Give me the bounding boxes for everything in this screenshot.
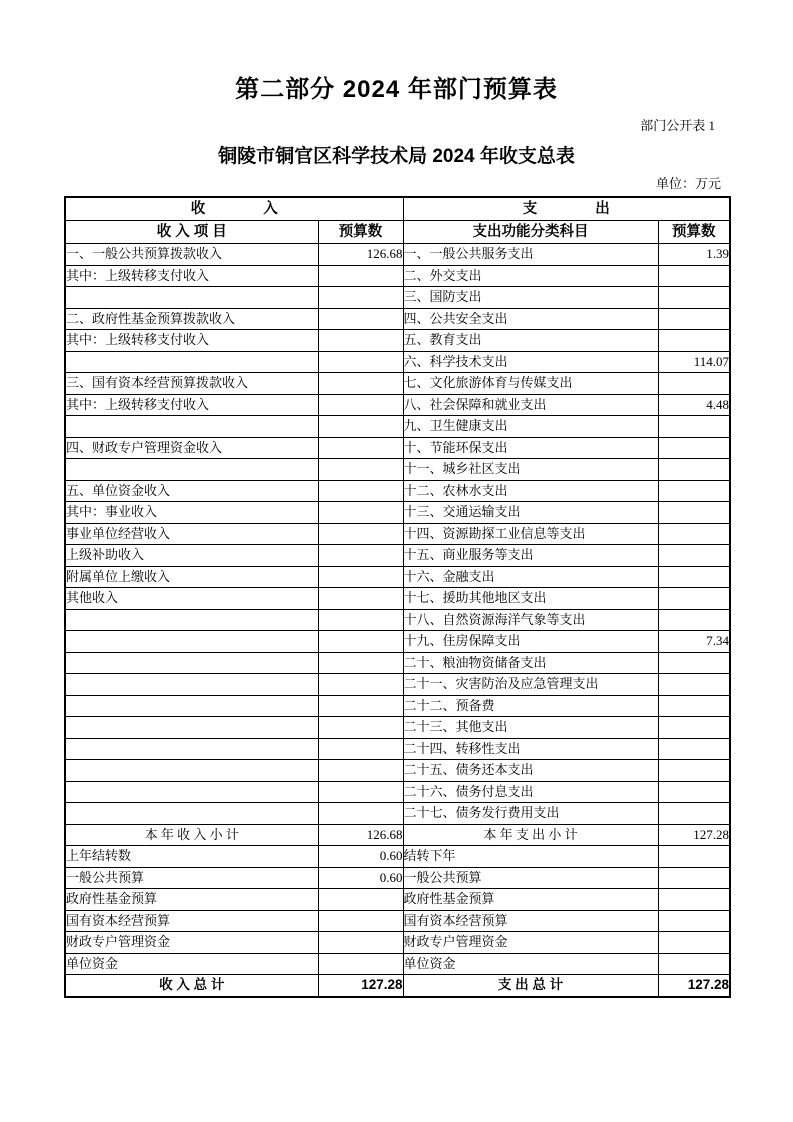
expense-item-cell: 二十五、债务还本支出	[403, 760, 658, 782]
expense-item-cell: 九、卫生健康支出	[403, 416, 658, 438]
table-row	[65, 910, 730, 932]
table-row	[65, 394, 730, 416]
table-row	[65, 652, 730, 674]
expense-value-cell	[658, 910, 730, 932]
income-item-cell	[65, 803, 318, 825]
expense-value-cell	[658, 781, 730, 803]
income-value-cell: 0.60	[318, 846, 403, 868]
income-value-cell	[318, 760, 403, 782]
expense-item-cell: 二十七、债务发行费用支出	[403, 803, 658, 825]
income-item-cell: 五、单位资金收入	[65, 480, 318, 502]
expense-value-cell	[658, 287, 730, 309]
table-row	[65, 889, 730, 911]
income-item-cell	[65, 416, 318, 438]
expense-item-cell: 八、社会保障和就业支出	[403, 394, 658, 416]
expense-item-cell: 二十六、债务付息支出	[403, 781, 658, 803]
income-item-cell	[65, 652, 318, 674]
expense-item-cell: 一般公共预算	[403, 867, 658, 889]
income-value-cell	[318, 373, 403, 395]
expense-item-cell: 财政专户管理资金	[403, 932, 658, 954]
income-value-cell	[318, 351, 403, 373]
table-row	[65, 566, 730, 588]
income-item-cell: 收 入 总 计	[65, 975, 318, 997]
table-row	[65, 631, 730, 653]
income-value-cell	[318, 803, 403, 825]
table-row	[65, 287, 730, 309]
income-value-cell	[318, 459, 403, 481]
income-item-cell	[65, 674, 318, 696]
expense-item-cell: 七、文化旅游体育与传媒支出	[403, 373, 658, 395]
income-value-cell	[318, 932, 403, 954]
income-item-cell	[65, 717, 318, 739]
table-row	[65, 932, 730, 954]
income-value-cell	[318, 695, 403, 717]
expense-value-cell	[658, 523, 730, 545]
income-item-cell: 政府性基金预算	[65, 889, 318, 911]
expense-item-cell: 二十四、转移性支出	[403, 738, 658, 760]
table-row	[65, 459, 730, 481]
table-row	[65, 824, 730, 846]
income-item-cell	[65, 738, 318, 760]
expense-item-cell: 政府性基金预算	[403, 889, 658, 911]
expense-item-cell: 十七、援助其他地区支出	[403, 588, 658, 610]
expense-item-cell: 国有资本经营预算	[403, 910, 658, 932]
expense-value-cell	[658, 867, 730, 889]
income-item-cell: 其中：上级转移支付收入	[65, 330, 318, 352]
expense-value-cell	[658, 566, 730, 588]
income-value-cell	[318, 437, 403, 459]
income-value-cell	[318, 480, 403, 502]
expense-value-cell	[658, 738, 730, 760]
unit-label: 单位：万元	[655, 176, 721, 191]
table-row	[65, 867, 730, 889]
expense-value-cell	[658, 545, 730, 567]
income-group-header: 收 入	[65, 197, 403, 221]
income-value-cell	[318, 631, 403, 653]
expense-value-cell: 1.39	[658, 244, 730, 266]
expense-item-header: 支出功能分类科目	[403, 221, 658, 244]
expense-item-cell: 二十三、其他支出	[403, 717, 658, 739]
expense-value-cell	[658, 265, 730, 287]
income-value-cell	[318, 287, 403, 309]
expense-value-cell	[658, 416, 730, 438]
expense-value-cell	[658, 717, 730, 739]
income-value-cell	[318, 330, 403, 352]
expense-value-cell: 127.28	[658, 975, 730, 997]
expense-item-cell: 十四、资源勘探工业信息等支出	[403, 523, 658, 545]
income-value-cell	[318, 953, 403, 975]
income-item-cell: 二、政府性基金预算拨款收入	[65, 308, 318, 330]
table-row	[65, 416, 730, 438]
expense-value-cell	[658, 588, 730, 610]
table-row	[65, 308, 730, 330]
expense-value-cell	[658, 674, 730, 696]
income-item-cell: 事业单位经营收入	[65, 523, 318, 545]
income-item-cell	[65, 695, 318, 717]
income-item-cell: 财政专户管理资金	[65, 932, 318, 954]
expense-value-cell	[658, 760, 730, 782]
income-value-cell	[318, 545, 403, 567]
income-item-cell: 国有资本经营预算	[65, 910, 318, 932]
expense-value-cell	[658, 803, 730, 825]
income-value-cell	[318, 588, 403, 610]
income-budget-header: 预算数	[318, 221, 403, 244]
income-item-cell	[65, 781, 318, 803]
income-value-cell	[318, 910, 403, 932]
expense-item-cell: 四、公共安全支出	[403, 308, 658, 330]
income-value-cell	[318, 502, 403, 524]
expense-value-cell: 4.48	[658, 394, 730, 416]
expense-item-cell: 三、国防支出	[403, 287, 658, 309]
expense-item-cell: 十三、交通运输支出	[403, 502, 658, 524]
table-row	[65, 545, 730, 567]
expense-value-cell	[658, 846, 730, 868]
income-value-cell	[318, 265, 403, 287]
income-value-cell: 126.68	[318, 244, 403, 266]
expense-value-cell	[658, 459, 730, 481]
table-row	[65, 373, 730, 395]
expense-item-cell: 十二、农林水支出	[403, 480, 658, 502]
expense-item-cell: 十五、商业服务等支出	[403, 545, 658, 567]
expense-value-cell	[658, 480, 730, 502]
income-value-cell	[318, 416, 403, 438]
expense-value-cell	[658, 932, 730, 954]
expense-item-cell: 五、教育支出	[403, 330, 658, 352]
budget-table	[64, 196, 731, 998]
page-title: 第二部分 2024 年部门预算表	[235, 76, 558, 103]
expense-item-cell: 二十一、灾害防治及应急管理支出	[403, 674, 658, 696]
income-value-cell	[318, 652, 403, 674]
expense-budget-header: 预算数	[658, 221, 730, 244]
income-value-cell	[318, 394, 403, 416]
expense-item-cell: 一、一般公共服务支出	[403, 244, 658, 266]
table-row	[65, 502, 730, 524]
table-row	[65, 738, 730, 760]
table-row	[65, 609, 730, 631]
income-item-cell: 四、财政专户管理资金收入	[65, 437, 318, 459]
expense-value-cell	[658, 953, 730, 975]
expense-item-cell: 十九、住房保障支出	[403, 631, 658, 653]
income-item-header: 收 入 项 目	[65, 221, 318, 244]
income-value-cell: 0.60	[318, 867, 403, 889]
table-row	[65, 695, 730, 717]
expense-value-cell	[658, 437, 730, 459]
expense-value-cell: 127.28	[658, 824, 730, 846]
expense-value-cell: 7.34	[658, 631, 730, 653]
income-item-cell	[65, 351, 318, 373]
income-item-cell: 上级补助收入	[65, 545, 318, 567]
budget-table-body	[65, 244, 730, 997]
expense-group-header: 支 出	[403, 197, 730, 221]
table-row	[65, 975, 730, 997]
income-item-cell: 上年结转数	[65, 846, 318, 868]
expense-value-cell	[658, 330, 730, 352]
income-item-cell: 本 年 收 入 小 计	[65, 824, 318, 846]
table-row	[65, 330, 730, 352]
income-value-cell	[318, 308, 403, 330]
income-item-cell	[65, 459, 318, 481]
budget-sheet	[64, 0, 729, 998]
table-row	[65, 265, 730, 287]
table-title: 铜陵市铜官区科学技术局 2024 年收支总表	[218, 146, 575, 167]
expense-value-cell	[658, 308, 730, 330]
income-value-cell	[318, 566, 403, 588]
expense-item-cell: 支 出 总 计	[403, 975, 658, 997]
income-item-cell: 附属单位上缴收入	[65, 566, 318, 588]
table-row	[65, 953, 730, 975]
table-row	[65, 760, 730, 782]
expense-value-cell	[658, 373, 730, 395]
income-value-cell	[318, 889, 403, 911]
expense-item-cell: 单位资金	[403, 953, 658, 975]
expense-value-cell	[658, 652, 730, 674]
table-row	[65, 480, 730, 502]
income-item-cell	[65, 631, 318, 653]
income-item-cell	[65, 760, 318, 782]
expense-item-cell: 本 年 支 出 小 计	[403, 824, 658, 846]
income-item-cell: 其他收入	[65, 588, 318, 610]
table-row	[65, 351, 730, 373]
expense-item-cell: 二十、粮油物资储备支出	[403, 652, 658, 674]
expense-item-cell: 十一、城乡社区支出	[403, 459, 658, 481]
income-value-cell	[318, 523, 403, 545]
table-row	[65, 437, 730, 459]
table-row	[65, 523, 730, 545]
expense-item-cell: 结转下年	[403, 846, 658, 868]
expense-value-cell: 114.07	[658, 351, 730, 373]
table-row	[65, 846, 730, 868]
expense-value-cell	[658, 695, 730, 717]
table-row	[65, 803, 730, 825]
income-value-cell	[318, 674, 403, 696]
income-item-cell: 一、一般公共预算拨款收入	[65, 244, 318, 266]
income-value-cell	[318, 717, 403, 739]
expense-item-cell: 二、外交支出	[403, 265, 658, 287]
column-header-row	[65, 221, 730, 244]
expense-value-cell	[658, 889, 730, 911]
expense-item-cell: 十六、金融支出	[403, 566, 658, 588]
income-item-cell: 一般公共预算	[65, 867, 318, 889]
table-row	[65, 244, 730, 266]
income-item-cell	[65, 287, 318, 309]
income-item-cell: 三、国有资本经营预算拨款收入	[65, 373, 318, 395]
income-value-cell	[318, 781, 403, 803]
table-number-label: 部门公开表 1	[640, 118, 715, 133]
group-header-row	[65, 197, 730, 221]
expense-value-cell	[658, 502, 730, 524]
expense-item-cell: 二十二、预备费	[403, 695, 658, 717]
table-row	[65, 588, 730, 610]
table-row	[65, 781, 730, 803]
income-item-cell: 其中：上级转移支付收入	[65, 265, 318, 287]
income-item-cell: 单位资金	[65, 953, 318, 975]
expense-value-cell	[658, 609, 730, 631]
income-item-cell: 其中：事业收入	[65, 502, 318, 524]
income-value-cell	[318, 738, 403, 760]
expense-item-cell: 六、科学技术支出	[403, 351, 658, 373]
table-row	[65, 717, 730, 739]
income-item-cell: 其中：上级转移支付收入	[65, 394, 318, 416]
table-row	[65, 674, 730, 696]
income-item-cell	[65, 609, 318, 631]
expense-item-cell: 十、节能环保支出	[403, 437, 658, 459]
income-value-cell: 126.68	[318, 824, 403, 846]
income-value-cell: 127.28	[318, 975, 403, 997]
income-value-cell	[318, 609, 403, 631]
expense-item-cell: 十八、自然资源海洋气象等支出	[403, 609, 658, 631]
